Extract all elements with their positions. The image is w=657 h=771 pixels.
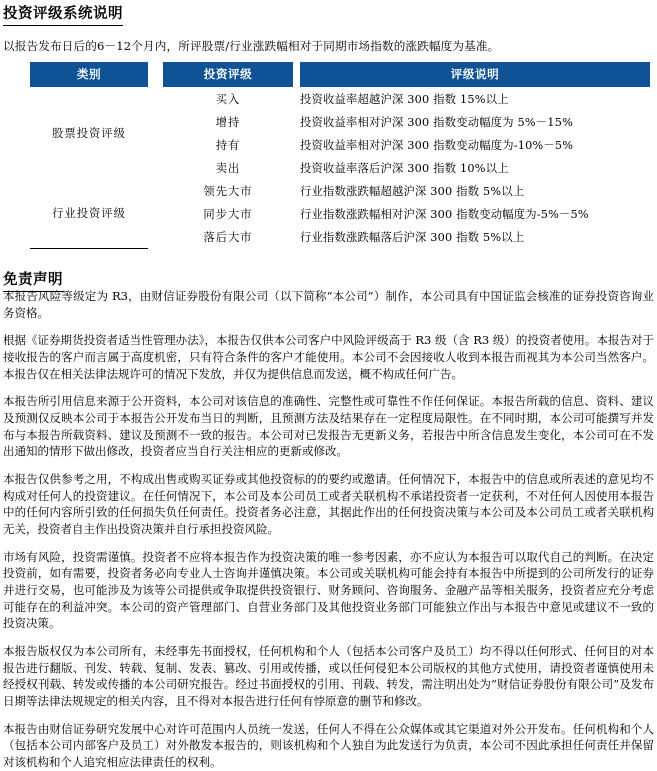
table-row: [30, 87, 650, 110]
row-gap-2: [293, 156, 300, 179]
cell-rating: 领先大市: [203, 184, 253, 198]
cell-description: 投资收益率相对沪深 300 指数变动幅度为 5%－15%: [300, 115, 574, 129]
cell-rating: 同步大市: [203, 207, 253, 221]
rating-table-head: [30, 62, 650, 87]
row-gap-1: [148, 202, 163, 225]
row-gap-1: [148, 110, 163, 133]
cell-rating: 增持: [215, 115, 241, 129]
cell-description: 行业指数涨跌幅相对沪深 300 指数变动幅度为-5%－5%: [300, 207, 589, 221]
section-title-disclaimer: 免责声明: [3, 271, 63, 292]
row-gap-1: [148, 225, 163, 248]
cell-description: 行业指数涨跌幅落后沪深 300 指数 5%以上: [300, 230, 525, 244]
cell-description: 投资收益率相对沪深 300 指数变动幅度为-10%－5%: [300, 138, 574, 152]
row-gap-2: [293, 202, 300, 225]
section-title-rating-system-wrap: [3, 3, 123, 26]
disclaimer-body: [3, 288, 654, 771]
section-title-rating-system: 投资评级系统说明: [3, 5, 123, 26]
cell-description: 投资收益率超越沪深 300 指数 15%以上: [300, 92, 509, 106]
header-rating: 投资评级: [163, 62, 293, 87]
row-gap-1: [148, 133, 163, 156]
header-gap-1: [148, 62, 163, 87]
row-gap-1: [148, 87, 163, 110]
rating-system-intro-text: 以报告发布日后的6－12个月内，所评股票/行业涨跌幅相对于同期市场指数的涨跌幅度为基准。: [3, 39, 500, 53]
row-gap-2: [293, 133, 300, 156]
cell-rating: 落后大市: [203, 230, 253, 244]
disclaimer-paragraph: 本报告由财信证券研究发展中心对许可范围内人员统一发送，任何人不得在公众媒体或其它渠道对外公开发布。任何机构和个人（包括本公司内部客户及员工）对外散发本报告的，则该机构和个人独自为此发送行为负责，本公司不因此承担任何责任并保留对该机构和个人追究相应法律责任的权利。: [3, 721, 654, 770]
cell-category-industry: 行业投资评级: [30, 179, 148, 248]
row-gap-2: [293, 179, 300, 202]
cell-description: 行业指数涨跌幅超越沪深 300 指数 5%以上: [300, 184, 525, 198]
table-row: [30, 179, 650, 202]
header-gap-2: [293, 62, 300, 87]
cell-category-stock: 股票投资评级: [52, 127, 126, 140]
disclaimer-paragraph: 本报告风险等级定为 R3，由财信证券股份有限公司（以下简称“本公司”）制作，本公司具有中国证监会核准的证券投资咨询业务资格。: [3, 289, 654, 320]
header-description: 评级说明: [300, 62, 650, 87]
table-header-row: [30, 62, 650, 87]
row-gap-1: [148, 179, 163, 202]
row-gap-2: [293, 87, 300, 110]
cell-rating: 持有: [215, 138, 241, 152]
disclaimer-paragraph: 根据《证券期货投资者适当性管理办法》，本报告仅供本公司客户中风险评级高于 R3 级（含 R3 级）的投资者使用。本报告对于接收报告的客户而言属于高度机密，只有符合条件的客户才能使用。本公司不会因接收人收到本报告而视其为本公司当然客户。本报告仅在相关法律法规许可的情况下发放，并仅为提供信息而发送，概不构成任何广告。: [3, 333, 654, 381]
disclaimer-paragraph: 本报告版权仅为本公司所有，未经事先书面授权，任何机构和个人（包括本公司客户及员工）均不得以任何形式、任何目的对本报告进行翻版、刊发、转载、复制、发表、篡改、引用或传播，或以任何侵犯本公司版权的其他方式使用，请投资者谨慎使用未经授权刊载、转发或传播的本公司研究报告。经过书面授权的引用、刊载、转发，需注明出处为“财信证券股份有限公司”及发布日期等法律法规规定的相关内容，且不得对本报告进行任何有悖原意的删节和修改。: [3, 644, 654, 709]
row-gap-2: [293, 110, 300, 133]
cell-rating: 卖出: [215, 161, 241, 175]
rating-table-body: [30, 87, 650, 248]
disclaimer-paragraph: 本报告所引用信息来源于公开资料，本公司对该信息的准确性、完整性或可靠性不作任何保证。本报告所载的信息、资料、建议及预测仅反映本公司于本报告公开发布当日的判断，且预测方法及结果存在一定程度局限性。在不同时期，本公司可能撰写并发布与本报告所载资料、建议及预测不一致的报告。本公司对已发报告无更新义务，若报告中所含信息发生变化，本公司可在不发出通知的情形下做出修改，投资者应当自行关注相应的更新或修改。: [3, 394, 654, 459]
rating-table-wrapper: [30, 62, 650, 249]
rating-table: [30, 62, 650, 249]
row-gap-2: [293, 225, 300, 248]
disclaimer-paragraph: 市场有风险，投资需谨慎。投资者不应将本报告作为投资决策的唯一参考因素，亦不应认为本报告可以取代自己的判断。在决定投资前，如有需要，投资者务必向专业人士咨询并谨慎决策。本公司或关联机构可能会持有本报告中所提到的公司所发行的证券并进行交易，也可能涉及为该等公司提供或争取提供投资银行、财务顾问、咨询服务、金融产品等相关服务，投资者应充分考虑可能存在的利益冲突。本公司的资产管理部门、自营业务部门及其他投资业务部门可能独立作出与本报告中意见或建议不一致的投资决策。: [3, 549, 654, 631]
header-category: 类别: [30, 62, 148, 87]
disclaimer-paragraph: 本报告仅供参考之用，不构成出售或购买证券或其他投资标的的要约或邀请。任何情况下，本报告中的信息或所表述的意见均不构成对任何人的投资建议。在任何情况下，本公司及本公司员工或者关联机构不承诺投资者一定获利，不对任何人因使用本报告中的任何内容所引致的任何损失负任何责任。投资者务必注意，其据此作出的任何投资决策与本公司及本公司员工或者关联机构无关，投资者自主作出投资决策并自行承担投资风险。: [3, 472, 654, 537]
cell-description: 投资收益率落后沪深 300 指数 10%以上: [300, 161, 509, 175]
row-gap-1: [148, 156, 163, 179]
cell-rating: 买入: [215, 92, 241, 106]
